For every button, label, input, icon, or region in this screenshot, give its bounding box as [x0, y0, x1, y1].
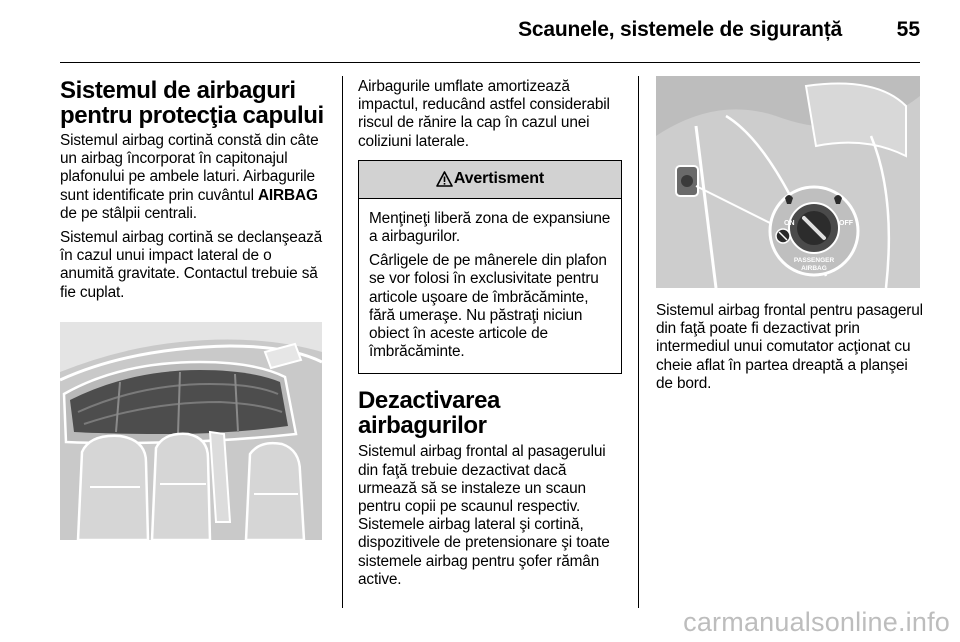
warning-box: [358, 160, 622, 375]
warning-header: [359, 161, 621, 199]
curtain-airbag-illustration: [60, 322, 322, 540]
column-3: [656, 302, 926, 399]
section-heading-airbag-deactivation: Dezactivarea airbagurilor: [358, 387, 500, 440]
heading-line: Sistemul de airbaguri: [60, 77, 296, 104]
warning-body: [359, 199, 621, 374]
text: Sistemul airbag cortină constă din câte un airbag încorporat în capitonajul plafonului pe ambele laturi. Airbagurile sunt identificate prin cuvântul: [60, 132, 319, 204]
airbag-label: AIRBAG: [257, 186, 318, 204]
paragraph: [60, 132, 328, 223]
paragraph: Cârligele de pe mânerele din plafon se vor folosi în exclusivitate pentru articole uşoare de îmbrăcăminte, fără umeraşe. Nu păstraţi niciun obiect în aceste articole de îmbrăcăminte.: [369, 252, 607, 361]
switch-label-passenger: PASSENGER: [793, 257, 835, 264]
warning-triangle-icon: [436, 171, 453, 187]
paragraph: Sistemul airbag frontal pentru pasagerul din faţă poate fi dezactivat prin intermediul unui comutator acţionat cu cheie aflat în partea dreaptă a planşei de bord.: [656, 302, 923, 392]
column-2: [358, 78, 628, 595]
column-divider: [638, 76, 639, 608]
header-rule: [60, 62, 920, 63]
switch-label-airbag: AIRBAG: [801, 265, 827, 272]
passenger-airbag-switch-illustration: [656, 76, 920, 288]
page-number: 55: [896, 18, 920, 41]
paragraph: Airbagurile umflate amortizează impactul, reducând astfel considerabil riscul de rănire la cap în cazul unei coliziuni laterale.: [358, 78, 610, 150]
heading-line: pentru protecţia capului: [60, 102, 324, 129]
column-1: [60, 78, 328, 308]
header-title: Scaunele, sistemele de siguranță: [518, 18, 842, 41]
column-divider: [342, 76, 343, 608]
paragraph: Sistemul airbag cortină se declanşează în cazul unui impact lateral de o anumită gravitate. Contactul trebuie să fie cuplat.: [60, 229, 323, 301]
warning-title: Avertisment: [453, 170, 545, 188]
switch-label-off: OFF: [839, 220, 853, 227]
section-heading-head-curtain-airbag: [60, 78, 328, 128]
paragraph: Sistemul airbag frontal al pasagerului din faţă trebuie dezactivat dacă urmează să se instaleze un scaun pentru copii pe scaunul respectiv. Sistemele airbag lateral şi cortină, dispozitivele de pretensionare şi toate sistemele airbag pentru şofer rămân active.: [358, 443, 610, 588]
switch-label-on: ON: [784, 220, 795, 227]
paragraph: Menţineţi liberă zona de expansiune a airbagurilor.: [369, 209, 611, 246]
text: de pe stâlpii centrali.: [60, 204, 197, 222]
watermark: carmanualsonline.info: [683, 607, 950, 637]
